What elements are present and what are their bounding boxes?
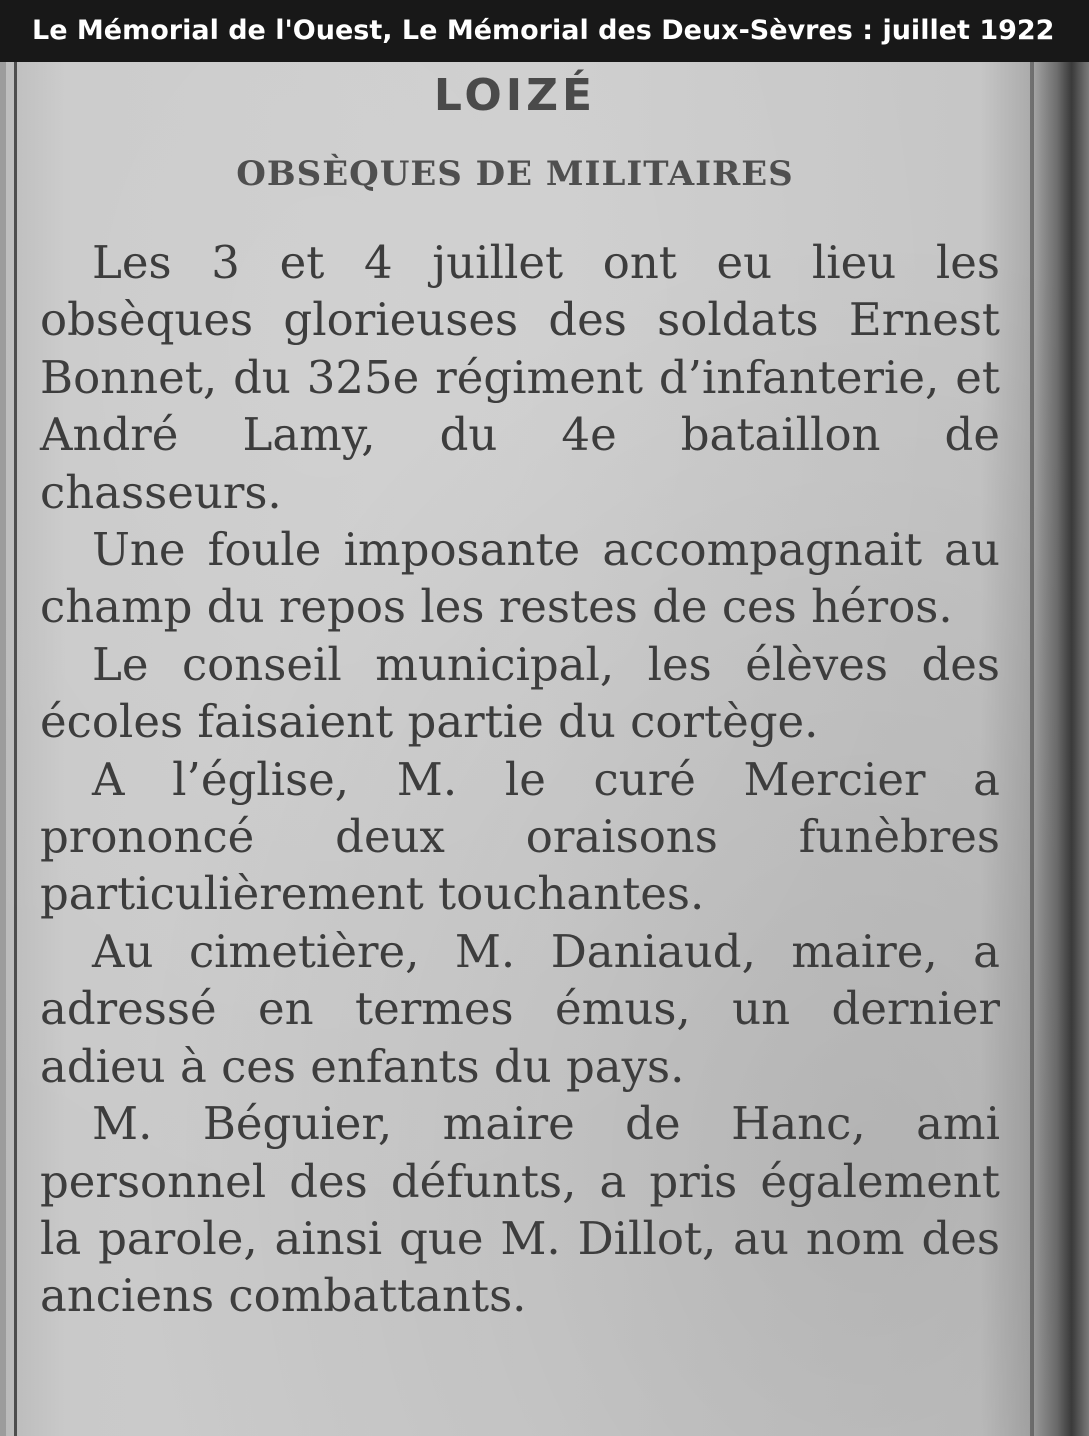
article-paragraph: A l’église, M. le curé Mercier a prononcé deux oraisons funèbres particulièrement touchantes. <box>40 752 1000 921</box>
article-paragraph: Le conseil municipal, les élèves des écoles faisaient partie du cortège. <box>40 637 1000 749</box>
article-paragraph: Une foule imposante accompagnait au champ du repos les restes de ces héros. <box>40 523 1000 634</box>
document-title: Le Mémorial de l'Ouest, Le Mémorial des Deux-Sèvres : juillet 1922 <box>0 0 1089 62</box>
article-paragraph: Les 3 et 4 juillet ont eu lieu les obsèques glorieuses des soldats Ernest Bonnet, du 325e régiment d’infanterie, et André Lamy, du 4e bataillon de chasseurs. <box>40 236 1000 519</box>
town-heading: LOIZÉ <box>433 70 597 121</box>
newspaper-scan <box>0 62 1089 1436</box>
page-edge <box>0 62 6 1436</box>
page-fold-shadow <box>1031 62 1089 1436</box>
article-paragraph: Au cimetière, M. Daniaud, maire, a adressé en termes émus, un dernier adieu à ces enfants du pays. <box>40 924 1000 1093</box>
article-body <box>40 234 1000 1325</box>
section-heading: OBSÈQUES DE MILITAIRES <box>236 154 794 194</box>
article-paragraph: M. Béguier, maire de Hanc, ami personnel des défunts, a pris également la parole, ainsi que M. Dillot, au nom des anciens combattants. <box>40 1097 1000 1323</box>
column-rule-left <box>14 62 17 1436</box>
